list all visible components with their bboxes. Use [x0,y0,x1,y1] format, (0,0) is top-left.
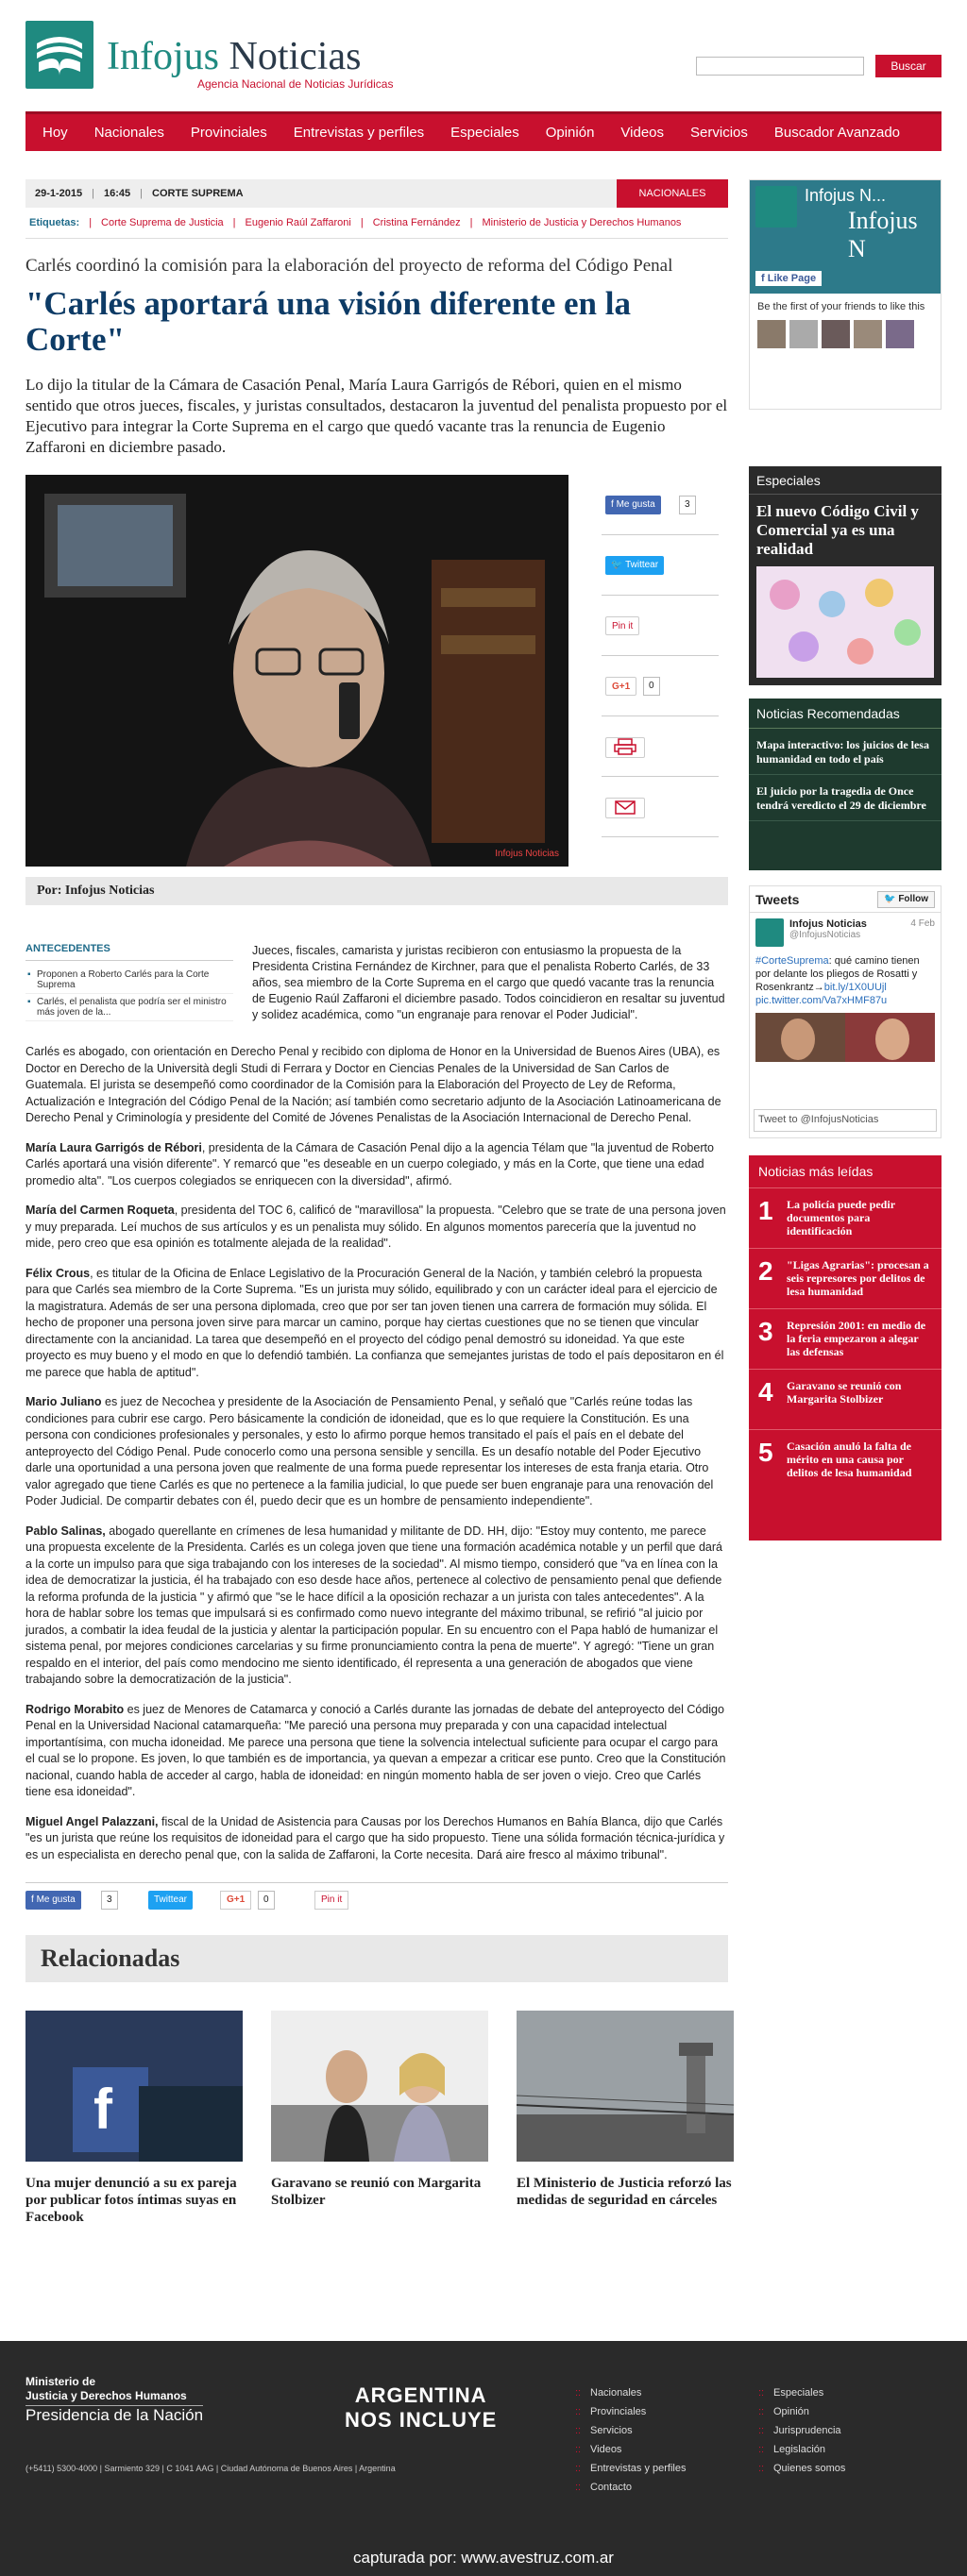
fb-count: 3 [679,496,696,514]
tweet-image[interactable] [755,1013,935,1062]
tweet-to-input[interactable]: Tweet to @InfojusNoticias [754,1109,937,1132]
tweet-handle[interactable]: @InfojusNoticias [789,930,861,940]
article-paragraph: Félix Crous, es titular de la Oficina de Enlace Legislativo de la Procuración General de la Nación, y también celebró la propuesta para que Carlés sea miembro de la Corte Suprema. "Es un jurista muy sólido, equilibrado y con un carácter ideal para el ejercicio de la magistratura. Además de ser una persona diplomada, creo que por ser tan joven tienen una carrera de formación muy sólida. El hecho de proponer una persona joven sirve para marcar un camino, porque hay ciertas cuestiones que no se tienen que vincular directamente con la ancianidad. La tarea que desempeñó en el proyecto del código penal demostró su idoneidad. Ya que este proyecto es muy bueno y el modo en que lo defendió también. La confianza que semejantes juristas de todo el país depositaron en él me parece que habla de aptitud". [25,1266,724,1379]
footer-link[interactable]: :: Entrevistas y perfiles [575,2459,686,2478]
article-paragraph: Pablo Salinas, abogado querellante en crímenes de lesa humanidad y militante de DD. HH, dijo: "Estoy muy contento, me parece una propuesta excelente de la Presidenta. Carlés es un colega joven que tiene una formación académica notable y un perfil que dará a la corte un impulso para que siga trabajando con los intereses de la sociedad". Al mismo tiempo, consideró que "va en línea con la idea de democratizar la justicia, él ha trabajado con eso desde hace años, pertenece al colectivo de pensamiento penal que defiende la reforma profunda de la justicia " y afirmó que "se le hace difícil a la oposición rechazar a un jurista con tales antecedentes". A la hora de hablar sobre los temas que impulsará si es confirmado como nuevo integrante del máximo tribunal, se refirió "al juicio por jurados, a combatir la idea feudal de la justicia y alentar la participación popular. En su encuentro con el Papa habló de humanizar el sistema penal, por mejores condiciones carcelarias y su firme pronunciamiento contra la pena de muerte". Y agregó: "Tiene un gran respaldo en el interior, del país como mendocino me siento identificado, él representa a una generación de abogados que viene trabajando sobre la democratización de la justicia". [25,1524,722,1686]
article-section[interactable]: CORTE SUPREMA [152,188,244,199]
tag-link[interactable]: Corte Suprema de Justicia [101,217,224,228]
footer-link[interactable]: :: Legislación [758,2440,845,2459]
especiales-image [756,566,934,678]
mas-leida-item[interactable]: 4 Garavano se reunió con Margarita Stolbizer [749,1369,942,1429]
tweet-user[interactable]: Infojus Noticias [789,918,867,930]
mas-leidas-widget [749,1155,942,1541]
recomendadas-label: Noticias Recomendadas [749,699,942,729]
svg-text:f: f [93,2078,112,2141]
fb-icon: f [611,499,617,510]
search-form [696,55,942,77]
site-footer [0,2341,967,2576]
related-image [271,2011,488,2162]
mas-leidas-label: Noticias más leídas [758,1164,874,1179]
brand-name [107,34,361,79]
article-kicker: Carlés coordinó la comisión para la elaboración del proyecto de reforma del Código Penal [25,256,673,276]
gplus-count: 0 [643,677,660,696]
nav-provinciales[interactable]: Provinciales [190,125,267,141]
pin-button[interactable]: Pin it [605,616,639,635]
nav-entrevistas[interactable]: Entrevistas y perfiles [293,125,425,141]
relacionadas-grid [25,2011,732,2226]
footer-link[interactable]: :: Opinión [758,2402,845,2421]
article-byline: Por: Infojus Noticias [25,877,728,905]
share-twitter [602,535,719,596]
nav-servicios[interactable]: Servicios [690,125,748,141]
tweets-header: Tweets 🐦 Follow [750,886,941,913]
article-photo [25,475,568,867]
nav-opinion[interactable]: Opinión [545,125,595,141]
sidebar [749,179,942,1541]
related-image [517,2011,734,2162]
brand-name-b: Noticias [219,35,362,78]
fb-page-title: Infojus N... [805,186,887,205]
gplus-button[interactable]: G+1 [605,677,636,696]
antecedente-link[interactable]: ▪ Proponen a Roberto Carlés para la Corte Suprema [25,967,233,994]
avatar [822,320,850,348]
nav-nacionales[interactable]: Nacionales [93,125,164,141]
search-input[interactable] [696,57,864,76]
avatar [789,320,818,348]
twitter-widget [749,885,942,1138]
brand-subtitle: Agencia Nacional de Noticias Jurídicas [197,77,394,91]
site-logo[interactable] [25,21,403,96]
article-paragraph: Carlés es abogado, con orientación en Derecho Penal y recibido con diploma de Honor en la Universidad de Buenos Aires (UBA), es Doctor en Derecho de la Università degli Studi di Ferrara y Doctor en Ciencias Penales de la Universidad de San Carlos de Guatemala. El jurista se desempeñó como coordinador de la Comisión para la Elaboración del Proyecto de Ley de Reforma, Actualización e Integración del Código Penal de la Nación; así también como secretario adjunto de la Asociación Latinoamericana de Derecho Penal y Criminología y presidente del Comité de Jóvenes Penalistas de la Asociación Internacional de Derecho Penal. [25,1045,721,1124]
footer-link[interactable]: :: Especiales [758,2383,845,2402]
tags-bar: Etiquetas: | Corte Suprema de Justicia | Eugenio Raúl Zaffaroni | Cristina Fernández | Ministerio de Justicia y Derechos Humanos [25,208,728,239]
nav-especiales[interactable]: Especiales [450,125,519,141]
article-time: 16:45 [104,188,131,199]
relacionadas-title: Relacionadas [25,1935,728,1982]
article-date: 29-1-2015 [35,188,83,199]
capture-credit: capturada por: www.avestruz.com.ar [353,2549,614,2567]
related-title[interactable]: El Ministerio de Justicia reforzó las medidas de seguridad en cárceles [517,2176,732,2208]
article-lead: Lo dijo la titular de la Cámara de Casación Penal, María Laura Garrigós de Rébori, quien en el mismo sentido que otros jueces, fiscales, y juristas consultados, destacaron la juventud del penalista propuesto por el Ejecutivo para integrar la Corte Suprema en el cargo que quedó vacante tras la renuncia de Eugenio Zaffaroni en diciembre pasado. [25,376,728,456]
article-paragraph: Mario Juliano es juez de Necochea y presidente de la Asociación de Pensamiento Penal, y señaló que "Carlés reúne todas las condiciones para cubrir ese cargo. Pero básicamente la condición de idoneidad, que es lo que requiere la Constitución. Es una persona con condiciones profesionales y personales, y esto lo afirmo porque hemos transitado el país el país en el debate del anteproyecto del Código Penal. Pude conocerlo como una persona sensible y sencilla. Es un desafío notable del Poder Ejecutivo darle una oportunidad a una persona joven que realmente de una forma puede representar los intereses de esta franja etaria. Otro valor agregado que tiene Carlés es que no pertenece a la familia judicial, lo que puede ser buen engranaje para una renovación del Poder Judicial. De compartir debates con él, puedo decir que es un hombre de pensamiento independiente". [25,1395,714,1507]
tag-link[interactable]: Eugenio Raúl Zaffaroni [245,217,351,228]
meta-bar: 29-1-2015 | 16:45 | CORTE SUPREMA NACIONALES [25,179,728,208]
fb-count: 3 [101,1891,118,1910]
fb-icon: f [31,1894,37,1905]
tags-label: Etiquetas: [29,217,80,228]
email-icon[interactable] [605,798,645,818]
tweet-date[interactable]: 4 Feb [910,918,935,929]
fb-cover-text: Infojus N [848,207,918,262]
brand-name-a: Infojus [107,35,219,78]
share-email [602,777,719,837]
avatar [886,320,914,348]
book-logo-icon [755,186,797,227]
footer-link[interactable]: :: Contacto [575,2478,686,2497]
share-bar-bottom [25,1882,728,1907]
share-column [602,475,719,837]
mas-leida-item[interactable]: 2 "Ligas Agrarias": procesan a seis represores por delitos de lesa humanidad [749,1248,942,1308]
site-header [25,0,942,111]
related-card[interactable] [517,2011,734,2226]
footer-link[interactable]: :: Servicios [575,2421,686,2440]
share-gplus [602,656,719,716]
bird-icon: 🐦 [611,560,626,570]
fb-cover[interactable] [750,180,941,294]
avatar [757,320,786,348]
follow-button[interactable]: 🐦 Follow [877,891,935,908]
article-media [25,475,728,871]
fb-icon: f [761,273,768,284]
section-badge[interactable]: NACIONALES [617,179,728,208]
gplus-button[interactable]: G+1 [220,1891,251,1910]
fb-like-button[interactable]: f Me gusta [605,496,661,514]
tweet-text: #CorteSuprema: qué camino tienen por delante los pliegos de Rosatti y Rosenkrantz→bit.ly/1X0UUjl pic.twitter.com/Va7xHMF87u [755,955,920,1006]
mas-leida-item[interactable]: 1 La policía puede pedir documentos para identificación [749,1187,942,1248]
related-card[interactable] [271,2011,488,2226]
tag-link[interactable]: Ministerio de Justicia y Derechos Humanos [482,217,682,228]
footer-links-b [758,2383,845,2478]
especiales-widget[interactable] [749,466,942,685]
article-paragraph: María Laura Garrigós de Rébori, presidenta de la Cámara de Casación Penal dijo a la agencia Télam que "la juventud de Roberto Carlés aportará una visión diferente". Y remarcó que "es deseable en un cuerpo colegiado, y más en la Corte, que tiene una edad promedio alta". "Los cuerpos colegiados se enriquecen con la diversidad", afirmó. [25,1140,714,1187]
print-icon[interactable] [605,737,645,758]
gplus-count: 0 [258,1891,275,1910]
footer-link[interactable]: :: Jurisprudencia [758,2421,845,2440]
article-paragraph: Rodrigo Morabito es juez de Menores de Catamarca y conoció a Carlés durante las jornadas de debate del anteproyecto del Código Penal en la Universidad Nacional catamarqueña: "Me pareció una persona muy preparada y con una capacidad intelectual importantísima, con mucha idoneidad. Me parece una persona que tiene la solvencia intelectual suficiente para ocupar el cargo para el cual se lo propone. Es joven, lo que también es de importancia, ya quevan a empezar a criticar ese punto. Creo que la Constitución nacional, cuando habla de acceder al cargo, habla de idoneidad: en ningún momento habla de ser joven o viejo. Creo que Carlés tiene esa idoneidad". [25,1702,726,1798]
pin-button[interactable]: Pin it [314,1891,348,1910]
mas-leida-item[interactable]: 5 Casación anuló la falta de mérito en una causa por delitos de lesa humanidad [749,1429,942,1490]
facebook-widget [749,179,942,410]
search-button[interactable]: Buscar [875,55,942,77]
tweet-button[interactable]: 🐦 Twittear [605,556,664,575]
ministry-logo[interactable]: Ministerio de Justicia y Derechos Humanos Presidencia de la Nación [25,2375,204,2424]
nav-hoy[interactable]: Hoy [42,125,68,141]
footer-link[interactable]: :: Quienes somos [758,2459,845,2478]
tweet-button[interactable]: Twittear [148,1891,193,1910]
footer-link[interactable]: :: Videos [575,2440,686,2459]
tweet [750,913,941,1068]
photo-credit: Infojus Noticias [495,849,559,859]
antecedentes-box [25,943,233,1021]
book-logo-icon [25,21,93,89]
fb-like-button[interactable]: f Me gusta [25,1891,81,1910]
related-title[interactable]: Garavano se reunió con Margarita Stolbizer [271,2176,482,2208]
article-paragraph: Miguel Angel Palazzani, fiscal de la Unidad de Asistencia para Causas por los Derechos Humanos en Bahía Blanca, dijo que Carlés "es un jurista que reúne los requisitos de idoneidad para el cargo que ha sido propuesto. Tiene una sólida formación técnica-jurídica y es un especialista en derecho penal que, con la salida de Zaffaroni, la Corte necesita. Dará aire fresco al máximo tribunal". [25,1814,725,1861]
footer-links-a [575,2383,686,2497]
argentina-logo: ARGENTINA NOS INCLUYE [345,2383,498,2432]
avatar [854,320,882,348]
nav-buscador[interactable]: Buscador Avanzado [773,125,901,141]
tag-link[interactable]: Cristina Fernández [372,217,461,228]
main-nav [25,111,942,151]
especiales-label: Especiales [749,466,942,495]
recomendada-link[interactable]: Mapa interactivo: los juicios de lesa humanidad en todo el país [749,729,942,775]
article-body [25,943,732,2226]
share-print [602,716,719,777]
fb-faces [750,320,941,348]
article-paragraph: María del Carmen Roqueta, presidenta del TOC 6, calificó de "maravillosa" la propuesta. "Celebro que se trate de una persona joven y muy preparada. Leí muchos de sus artículos y es un penalista muy sólido. En algunos momentos parecería que la juventud no mide, pero creo que esa opinión es totalmente alejada de la realidad". [25,1204,726,1250]
fb-like-page-button[interactable]: f Like Page [755,271,822,286]
nav-videos[interactable]: Videos [620,125,665,141]
footer-link[interactable]: :: Provinciales [575,2402,686,2421]
related-title[interactable]: Una mujer denunció a su ex pareja por publicar fotos íntimas suyas en Facebook [25,2176,237,2225]
share-facebook [602,475,719,535]
footer-link[interactable]: :: Nacionales [575,2383,686,2402]
antecedentes-title: ANTECEDENTES [25,943,233,961]
recomendada-link[interactable]: El juicio por la tragedia de Once tendrá veredicto el 29 de diciembre [749,775,942,821]
bird-icon: 🐦 [884,894,899,904]
recomendadas-widget [749,699,942,870]
especiales-title[interactable]: El nuevo Código Civil y Comercial ya es una realidad [756,502,919,558]
antecedente-link[interactable]: ▪ Carlés, el penalista que podría ser el ministro más joven de la... [25,994,233,1021]
page [25,0,942,2225]
article-intro: Jueces, fiscales, camarista y juristas recibieron con entusiasmo la propuesta de la Presidenta Cristina Fernández de Kirchner, para que el penalista Roberto Carlés, de 33 años, sea miembro de la Corte Suprema en el cargo que quedó vacante tras la renuncia de Eugenio Raúl Zaffaroni el diciembre pasado. Todos coincidieron en resaltar su juventud y solidez académica, como "un engranaje para renovar el Poder Judicial". [252,944,725,1021]
mas-leida-item[interactable]: 3 Represión 2001: en medio de la feria empezaron a alegar las defensas [749,1308,942,1369]
avatar [755,918,784,947]
article-headline: "Carlés aportará una visión diferente en la Corte" [25,285,631,358]
article-column [25,179,732,2226]
related-card[interactable] [25,2011,243,2226]
footer-address: (+5411) 5300-4000 | Sarmiento 329 | C 1041 AAG | Ciudad Autónoma de Buenos Aires | Argentina [25,2464,396,2473]
fb-friends-text: Be the first of your friends to like this [757,301,925,312]
related-image [25,2011,243,2162]
share-pinterest [602,596,719,656]
